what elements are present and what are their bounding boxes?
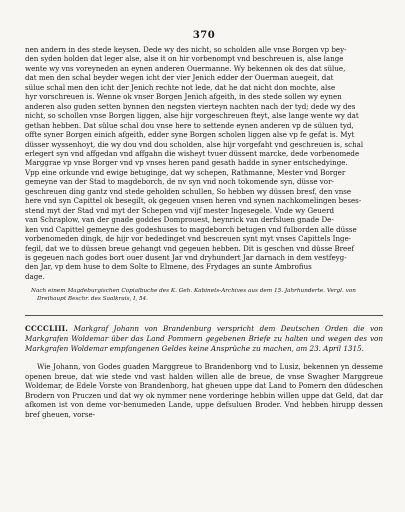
text-line: Marggrae vp vnse Borger vnd vp vnses heren pand gesath hadde in syner entschedyinge. — [25, 158, 348, 168]
text-line: here vnd syn Capittel ok besegilt, ok gegeuen vnsen heren vnd synen nachkomelingen beses- — [25, 196, 362, 206]
text-line: nen andern in des stede keysen. Dede wy des nicht, so scholden alle vnse Borgen vp bey- — [25, 45, 347, 54]
text-line: gethan hebben. Dat süluе schal dou vnse here to settende eynen anderen vp de süluen tyd, — [25, 120, 354, 130]
text-line: erlegert syn vnd affgedan vnd affgahn die wisheyt tvuer düssent marcke, dede vorbenomede — [25, 148, 360, 158]
text-line: stend myt der Stad vnd myt der Schepen vnd vijf mester Ingesegele. Vnde wy Geuerd — [25, 205, 335, 215]
document-number: CCCCLIII. — [25, 324, 69, 334]
document-text: Wie Johann, von Godes guaden Marggreue to Brandenborg vnd to Lusiz, bekennen yn desseme openen breue, dat wie stede vnd vast halden willen alle de breue, de vnse Swagher Marggreue Woldemar, de Edele Vorste von Brandenborg, hat gheuen uppe dat Land to Pomern den düdeschen Brodern von Pruczen und dat wy ok nymmer nene vorderinge hebbin willen uppe dat Geld, dat dar afkomen ist von deme vor-benumeden Lande, uppe defsuluen Broder. Vnd hebben hirupp dessen bref gheuen, vorse- — [25, 362, 383, 419]
document-summary: Markgraf Johann von Brandenburg verspricht dem Deutschen Orden die von Markgrafen Woldemar über das Land Pommern gegebenen Briefe zu halten und wegen des von Markgrafen Woldemar empfangenen Geldes keine Ansprüche zu machen, am 23. April 1315. — [25, 324, 383, 354]
document-heading — [25, 324, 383, 354]
section-divider — [25, 315, 383, 316]
text-line: den syden holden dat leger alse, alse it on hir vorbenompt vnd beschreuen is, alse lange — [25, 54, 344, 64]
text-line: hyr vorschreuen is. Wenne ok vnser Borgen Jenich afgeith, in des stede sollen wy eynen — [25, 92, 342, 102]
text-line: geschreuen ding gantz vnd stede geholden schullen, So hebben wy düssen bresf, den vnse — [25, 186, 352, 196]
text-line: ken vnd Capittel gemeyne des godeshuses to magdeborch betugen vnd fulborden alle düsse — [25, 224, 357, 234]
text-line: wente wy vns voreyneden an eynen anderen Ouermanne. Wy bekennen ok des dat süluе, — [25, 63, 346, 73]
text-line: vorbenomeden dingk, de hijr vor bededinget vnd bescreuen synt myt vnses Capittels Inge- — [25, 234, 352, 244]
text-line: anderen also guden setten bynnen den negsten vierteyn nachten nach der tyd; dede wy des — [25, 101, 356, 111]
text-line: dat men den schal beyder wegen icht der vier Jenich edder der Ouerman auegeit, dat — [25, 73, 334, 83]
main-text — [25, 45, 383, 281]
text-line: is gegeuen nach godes bort ouer dusent Jar vnd dryhundert Jar darnach in dem vestfeyg- — [25, 252, 347, 262]
text-line: den Jar, vp dem huse to dem Solte to Elmene, des Frydages an sunte Ambrofius — [25, 262, 312, 272]
text-line: fegil, dat we to düssen breue gehangt vnd gegeuen hebben. Dit is geschen vnd düsse Breef — [25, 243, 355, 253]
source-note: Nach einem Magdeburgischen Copialbuche des K. Geh. Kabinets-Archives aus dem 15. Jahrhunderte. Vergl. von Dreihaupt Beschr. des Saalkrais, I, 54. — [31, 288, 356, 303]
text-line: Vpp eine orkunde vnd ewige betuginge, dat wy schepen, Rathmanne, Mester vnd Borger — [25, 167, 346, 177]
text-line: van Schraplow, van der gnade goddes Domprouest, heynrick van derfsluen gnade De- — [25, 215, 334, 225]
text-line: süluе schal men den icht der Jenich rechte not lede, dat he dat nicht don mochte, alse — [25, 82, 336, 92]
text-line: offte syner Borgen einich afgeith, edder syne Borgen scholen liggen alse vp fe gefat is. Myt — [25, 130, 355, 140]
text-line: düsser wyssenhoyt, die wy dou vnd dou scholden, alse hijr vorgefaht vnd geschreuen is, schal — [25, 139, 364, 149]
page-number: 370 — [192, 30, 216, 41]
text-line: nicht, so schollen vnse Borgen liggen, alse hijr vorgeschreuen fteyt, alse lange wente wy dat — [25, 111, 359, 121]
text-line: gemeyne van der Stad to magdeborch, de nv syn vnd noch tokomende syn, düsse vor- — [25, 177, 334, 187]
text-line: dage. — [25, 271, 45, 281]
